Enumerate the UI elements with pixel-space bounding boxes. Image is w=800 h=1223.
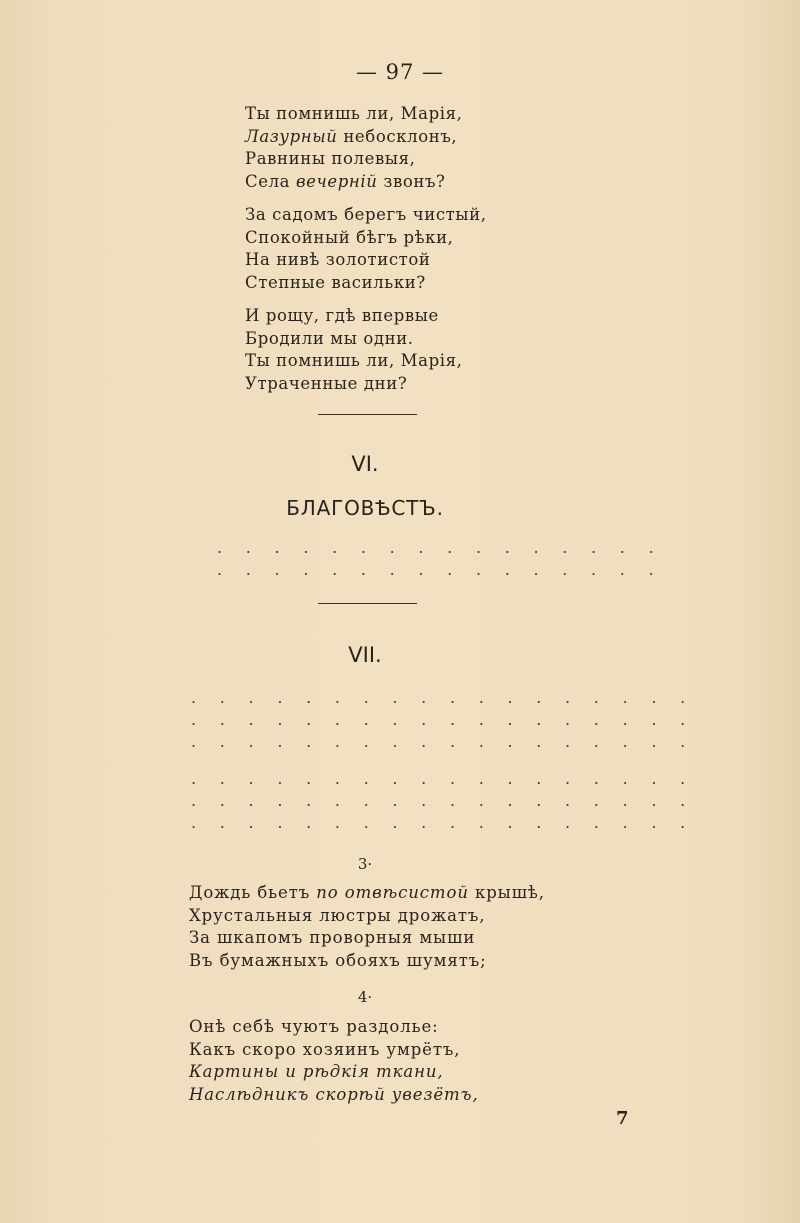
poem-line: Наслѣдникъ скорѣй увезётъ, xyxy=(189,1084,479,1104)
poem-line: Ты помнишь ли, Марія, xyxy=(245,104,463,123)
stanza-1 xyxy=(245,103,463,193)
subsection-number-4: 4· xyxy=(357,988,373,1006)
poem-line: Какъ скоро хозяинъ умрётъ, xyxy=(189,1039,461,1059)
poem-line: Картины и рѣдкія ткани, xyxy=(189,1062,444,1081)
poem-line: Утраченные дни? xyxy=(245,373,408,393)
omission-dots: . . . . . . . . . . . . . . . . . . xyxy=(191,710,695,729)
poem-line: Ты помнишь ли, Марія, xyxy=(245,351,463,370)
stanza-3 xyxy=(245,305,463,395)
stanza-subsection-3 xyxy=(189,882,545,972)
poem-line: Лазурный небосклонъ, xyxy=(245,126,458,146)
omission-dots: . . . . . . . . . . . . . . . . . . xyxy=(191,813,695,832)
section-numeral-vii: VII. xyxy=(348,643,382,667)
section-title: БЛАГОВѢСТЪ. xyxy=(286,496,444,520)
section-divider xyxy=(318,603,417,604)
omission-dots: . . . . . . . . . . . . . . . . . . xyxy=(191,732,695,751)
poem-line: На нивѣ золотистой xyxy=(245,250,431,269)
omission-dots: . . . . . . . . . . . . . . . . xyxy=(217,538,663,557)
poem-line: За садомъ берегъ чистый, xyxy=(245,205,487,224)
stanza-2 xyxy=(245,204,487,294)
poem-line: Хрустальныя люстры дрожатъ, xyxy=(189,905,486,925)
poem-line: Села вечерній звонъ? xyxy=(245,171,446,191)
poem-line: Въ бумажныхъ обояхъ шумятъ; xyxy=(189,950,487,970)
poem-line: Спокойный бѣгъ рѣки, xyxy=(245,227,454,247)
poem-line: Бродили мы одни. xyxy=(245,328,414,348)
omission-dots: . . . . . . . . . . . . . . . . xyxy=(217,560,663,579)
section-divider xyxy=(318,414,417,415)
page-number: — 97 — xyxy=(355,60,445,84)
subsection-number-3: 3· xyxy=(357,855,373,873)
poem-line: Онѣ себѣ чуютъ раздолье: xyxy=(189,1017,439,1036)
poem-line: Степные васильки? xyxy=(245,272,426,292)
omission-dots: . . . . . . . . . . . . . . . . . . xyxy=(191,688,695,707)
poem-line: Дождь бьетъ по отвѣсистой крышѣ, xyxy=(189,883,545,902)
poem-line: Равнины полевыя, xyxy=(245,149,416,168)
omission-dots: . . . . . . . . . . . . . . . . . . xyxy=(191,769,695,788)
poem-line: И рощу, гдѣ впервые xyxy=(245,306,439,325)
stanza-subsection-4 xyxy=(189,1016,479,1106)
section-numeral-vi: VI. xyxy=(351,452,379,476)
poem-line: За шкапомъ проворныя мыши xyxy=(189,928,476,947)
omission-dots: . . . . . . . . . . . . . . . . . . xyxy=(191,791,695,810)
signature-mark: 7 xyxy=(616,1108,629,1129)
